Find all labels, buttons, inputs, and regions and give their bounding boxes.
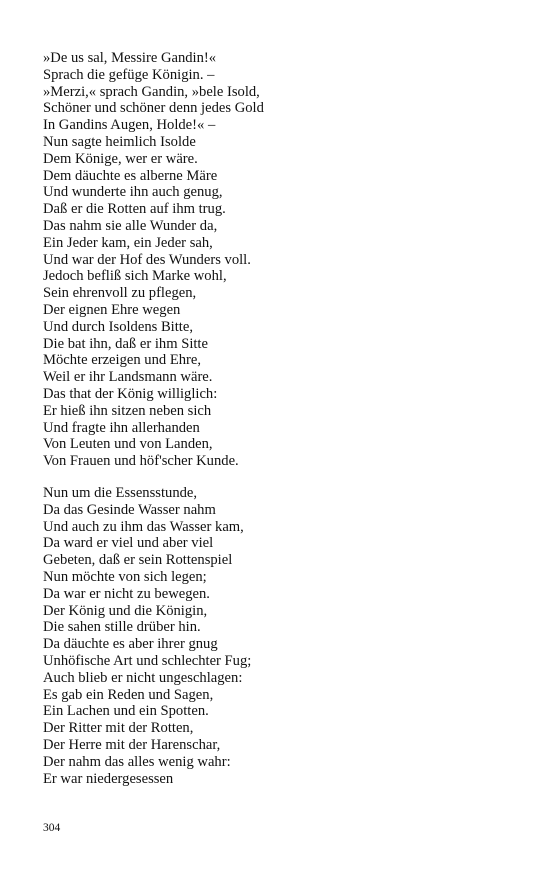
- verse-line: »De us sal, Messire Gandin!«: [43, 50, 217, 66]
- verse-line: Ein Jeder kam, ein Jeder sah,: [43, 234, 213, 251]
- verse-line: Nun sagte heimlich Isolde: [43, 133, 196, 150]
- verse-line: Das nahm sie alle Wunder da,: [43, 217, 218, 234]
- verse-line: Gebeten, daß er sein Rottenspiel: [43, 552, 233, 569]
- verse-line: Da ward er viel und aber viel: [43, 535, 214, 552]
- verse-line: Er hieß ihn sitzen neben sich: [43, 402, 212, 419]
- verse-line: Da däuchte es aber ihrer gnug: [43, 636, 218, 653]
- verse-line: Auch blieb er nicht ungeschlagen:: [43, 669, 243, 686]
- verse-line: Von Leuten und von Landen,: [43, 436, 213, 453]
- verse-line: Die bat ihn, daß er ihm Sitte: [43, 335, 208, 352]
- verse-line: Schöner und schöner denn jedes Gold: [43, 100, 264, 117]
- verse-line: Das that der König williglich:: [43, 385, 218, 402]
- verse-line: Dem Könige, wer er wäre.: [43, 150, 198, 167]
- verse-line: Es gab ein Reden und Sagen,: [43, 686, 214, 703]
- verse-line: Er war niedergesessen: [43, 770, 174, 787]
- verse-line: Der Ritter mit der Rotten,: [43, 720, 194, 737]
- verse-line: In Gandins Augen, Holde!« –: [43, 117, 216, 134]
- verse-line: Und durch Isoldens Bitte,: [43, 318, 193, 335]
- verse-line: Da das Gesinde Wasser nahm: [43, 501, 216, 518]
- verse-line: Jedoch befliß sich Marke wohl,: [43, 268, 227, 285]
- verse-line: Möchte erzeigen und Ehre,: [43, 352, 202, 369]
- verse-line: Nun um die Essensstunde,: [43, 485, 198, 501]
- verse-line: Der nahm das alles wenig wahr:: [43, 753, 231, 770]
- verse-line: Die sahen stille drüber hin.: [43, 619, 201, 636]
- verse-line: Dem däuchte es alberne Märe: [43, 167, 218, 184]
- verse-line: Und fragte ihn allerhanden: [43, 419, 200, 436]
- verse-line: Der Herre mit der Harenschar,: [43, 736, 221, 753]
- stanza-2: [43, 485, 251, 787]
- verse-line: Sprach die gefüge Königin. –: [43, 66, 215, 83]
- verse-line: Da war er nicht zu bewegen.: [43, 585, 210, 602]
- verse-line: Der eignen Ehre wegen: [43, 301, 181, 318]
- page-number: 304: [43, 822, 61, 834]
- verse-line: Der König und die Königin,: [43, 602, 208, 619]
- stanza-1: [43, 50, 264, 470]
- verse-line: Und auch zu ihm das Wasser kam,: [43, 518, 244, 535]
- verse-line: Sein ehrenvoll zu pflegen,: [43, 285, 197, 302]
- verse-line: Nun möchte von sich legen;: [43, 568, 207, 585]
- verse-line: Daß er die Rotten auf ihm trug.: [43, 201, 226, 218]
- verse-line: Von Frauen und höf'scher Kunde.: [43, 453, 239, 470]
- verse-line: Unhöfische Art und schlechter Fug;: [43, 652, 252, 669]
- verse-line: Und war der Hof des Wunders voll.: [43, 251, 251, 268]
- verse-line: »Merzi,« sprach Gandin, »bele Isold,: [43, 83, 260, 100]
- verse-line: Und wunderte ihn auch genug,: [43, 184, 223, 201]
- verse-line: Ein Lachen und ein Spotten.: [43, 703, 209, 720]
- verse-line: Weil er ihr Landsmann wäre.: [43, 369, 213, 386]
